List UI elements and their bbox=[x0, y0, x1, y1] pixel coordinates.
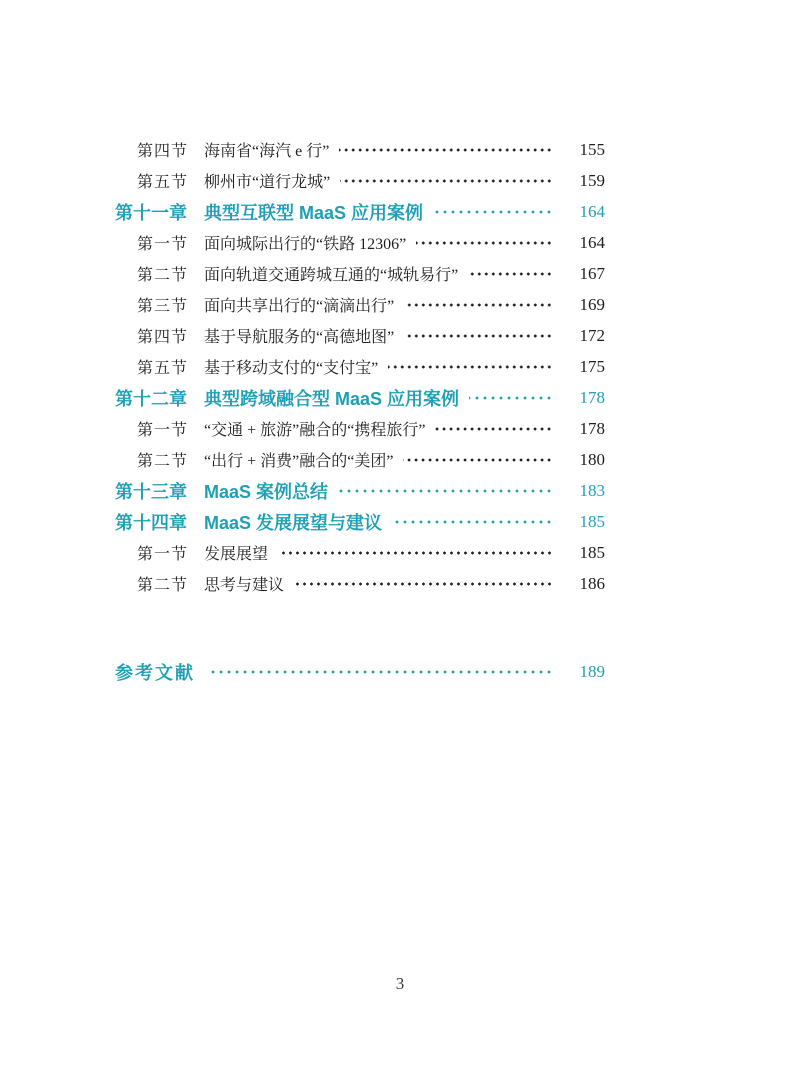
toc-entry-number: 第一节 bbox=[137, 546, 189, 563]
toc-entry-page: 183 bbox=[579, 480, 605, 500]
leader-dots bbox=[338, 485, 553, 497]
toc-entry-title: MaaS 案例总结 bbox=[204, 481, 329, 502]
toc-entry-number: 第五节 bbox=[137, 174, 189, 191]
leader-dots bbox=[278, 547, 553, 559]
toc-entry-page: 164 bbox=[579, 201, 605, 221]
toc-references-entry bbox=[115, 656, 605, 687]
leader-dots bbox=[404, 299, 553, 311]
toc-entry bbox=[115, 413, 605, 444]
toc-entry-title: “出行 + 消费”融合的“美团” bbox=[204, 453, 394, 470]
toc-entry-number: 第四节 bbox=[137, 329, 189, 346]
toc-entry bbox=[115, 134, 605, 165]
toc-entry-title: 面向共享出行的“滴滴出行” bbox=[204, 298, 395, 315]
table-of-contents bbox=[115, 134, 605, 687]
toc-entry-number: 第五节 bbox=[137, 360, 189, 377]
toc-entry-page: 167 bbox=[579, 263, 605, 283]
toc-entry-page: 159 bbox=[579, 170, 605, 190]
toc-entry bbox=[115, 258, 605, 289]
leader-dots bbox=[416, 237, 553, 249]
toc-chapter-entry bbox=[115, 382, 605, 413]
toc-entry-title: MaaS 发展展望与建议 bbox=[204, 512, 383, 533]
toc-entry bbox=[115, 289, 605, 320]
toc-entry-page: 155 bbox=[579, 139, 605, 159]
toc-entry-title: 基于导航服务的“高德地图” bbox=[204, 329, 395, 346]
toc-entry-number: 第一节 bbox=[137, 236, 189, 253]
toc-entry-title: 参考文献 bbox=[115, 662, 195, 683]
toc-entry-number: 第二节 bbox=[137, 267, 189, 284]
leader-dots bbox=[433, 206, 553, 218]
leader-dots bbox=[294, 578, 553, 590]
toc-entry-title: 柳州市“道行龙城” bbox=[204, 174, 331, 191]
toc-entry-title: 典型跨域融合型 MaaS 应用案例 bbox=[204, 388, 460, 409]
toc-entry bbox=[115, 444, 605, 475]
leader-dots bbox=[469, 392, 553, 404]
toc-chapter-entry bbox=[115, 475, 605, 506]
toc-entry-number: 第一节 bbox=[137, 422, 189, 439]
leader-dots bbox=[211, 666, 553, 678]
toc-entry-title: 海南省“海汽 e 行” bbox=[204, 143, 330, 160]
toc-entry-number: 第二节 bbox=[137, 577, 189, 594]
leader-dots bbox=[403, 454, 553, 466]
toc-entry-number: 第十三章 bbox=[115, 481, 187, 502]
toc-entry bbox=[115, 537, 605, 568]
toc-entry-page: 164 bbox=[579, 232, 605, 252]
toc-chapter-entry bbox=[115, 196, 605, 227]
leader-dots bbox=[340, 175, 553, 187]
toc-entry bbox=[115, 165, 605, 196]
toc-entry-page: 178 bbox=[579, 387, 605, 407]
leader-dots bbox=[392, 516, 553, 528]
toc-entry-page: 180 bbox=[579, 449, 605, 469]
toc-entry-title: 面向城际出行的“铁路 12306” bbox=[204, 236, 407, 253]
toc-entry-page: 189 bbox=[579, 661, 605, 681]
leader-dots bbox=[388, 361, 553, 373]
toc-entry-number: 第十一章 bbox=[115, 202, 187, 223]
leader-dots bbox=[435, 423, 553, 435]
toc-entry-number: 第十二章 bbox=[115, 388, 187, 409]
toc-entry bbox=[115, 320, 605, 351]
toc-entry-number: 第二节 bbox=[137, 453, 189, 470]
toc-entry-page: 175 bbox=[579, 356, 605, 376]
toc-chapter-entry bbox=[115, 506, 605, 537]
toc-entry-title: 基于移动支付的“支付宝” bbox=[204, 360, 379, 377]
leader-dots bbox=[339, 144, 553, 156]
toc-entry-title: 面向轨道交通跨城互通的“城轨易行” bbox=[204, 267, 459, 284]
toc-entry-number: 第三节 bbox=[137, 298, 189, 315]
page-footer-number: 3 bbox=[395, 974, 405, 993]
toc-entry-title: 典型互联型 MaaS 应用案例 bbox=[204, 202, 424, 223]
toc-entry-title: 发展展望 bbox=[204, 546, 269, 563]
leader-dots bbox=[468, 268, 553, 280]
toc-entry-page: 185 bbox=[579, 542, 605, 562]
toc-entry-title: 思考与建议 bbox=[204, 577, 285, 594]
leader-dots bbox=[404, 330, 553, 342]
toc-entry bbox=[115, 568, 605, 599]
toc-entry-page: 186 bbox=[579, 573, 605, 593]
toc-entry-number: 第十四章 bbox=[115, 512, 187, 533]
toc-entry-page: 185 bbox=[579, 511, 605, 531]
toc-entry-page: 178 bbox=[579, 418, 605, 438]
toc-entry-page: 169 bbox=[579, 294, 605, 314]
toc-entry-title: “交通 + 旅游”融合的“携程旅行” bbox=[204, 422, 426, 439]
toc-entry bbox=[115, 227, 605, 258]
toc-entry-page: 172 bbox=[579, 325, 605, 345]
toc-entry-number: 第四节 bbox=[137, 143, 189, 160]
toc-entry bbox=[115, 351, 605, 382]
